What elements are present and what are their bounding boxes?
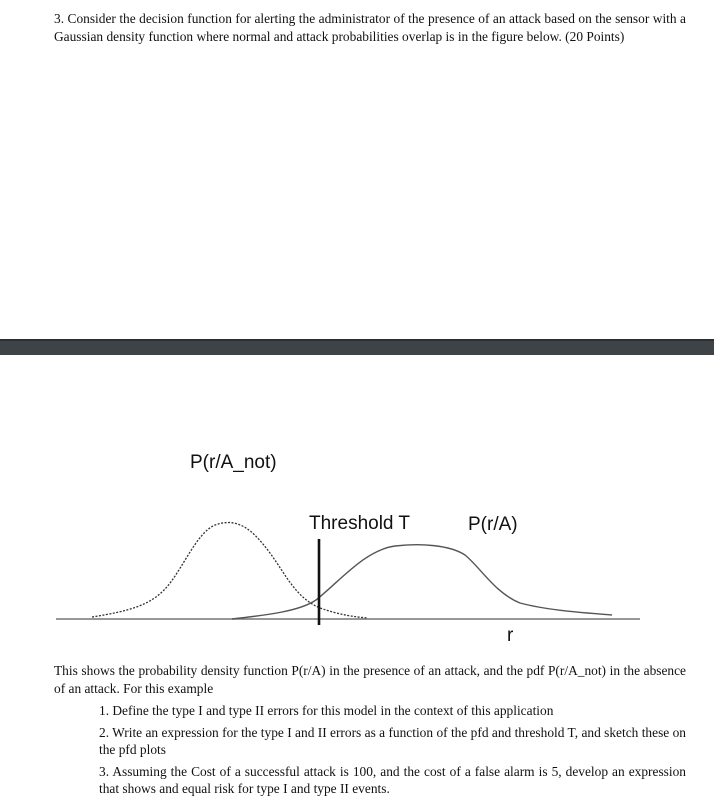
label-no-attack-pdf: P(r/A_not) <box>190 452 277 473</box>
pdf-figure <box>0 353 714 658</box>
list-item: 3. Assuming the Cost of a successful attack is 100, and the cost of a false alarm is 5, develop an expression that shows and equal risk for type I and type II events. <box>99 763 686 797</box>
no-attack-curve <box>92 523 368 618</box>
axis-label-r: r <box>507 625 514 646</box>
figure-caption: This shows the probability density function P(r/A) in the presence of an attack, and the pdf P(r/A_not) in the absence of an attack. For this example <box>54 663 686 696</box>
list-item: 2. Write an expression for the type I and II errors as a function of the pfd and threshold T, and sketch these on the pfd plots <box>99 724 686 758</box>
question-text: 3. Consider the decision function for alerting the administrator of the presence of an attack based on the sensor with a Gaussian density function where normal and attack probabilities overlap is in the figure below. (20 Points) <box>54 11 686 44</box>
list-item: 1. Define the type I and type II errors for this model in the context of this application <box>99 703 554 718</box>
label-threshold: Threshold T <box>309 513 411 534</box>
task-list <box>99 702 686 802</box>
pdf-plot <box>0 353 714 658</box>
label-attack-pdf: P(r/A) <box>468 514 518 535</box>
